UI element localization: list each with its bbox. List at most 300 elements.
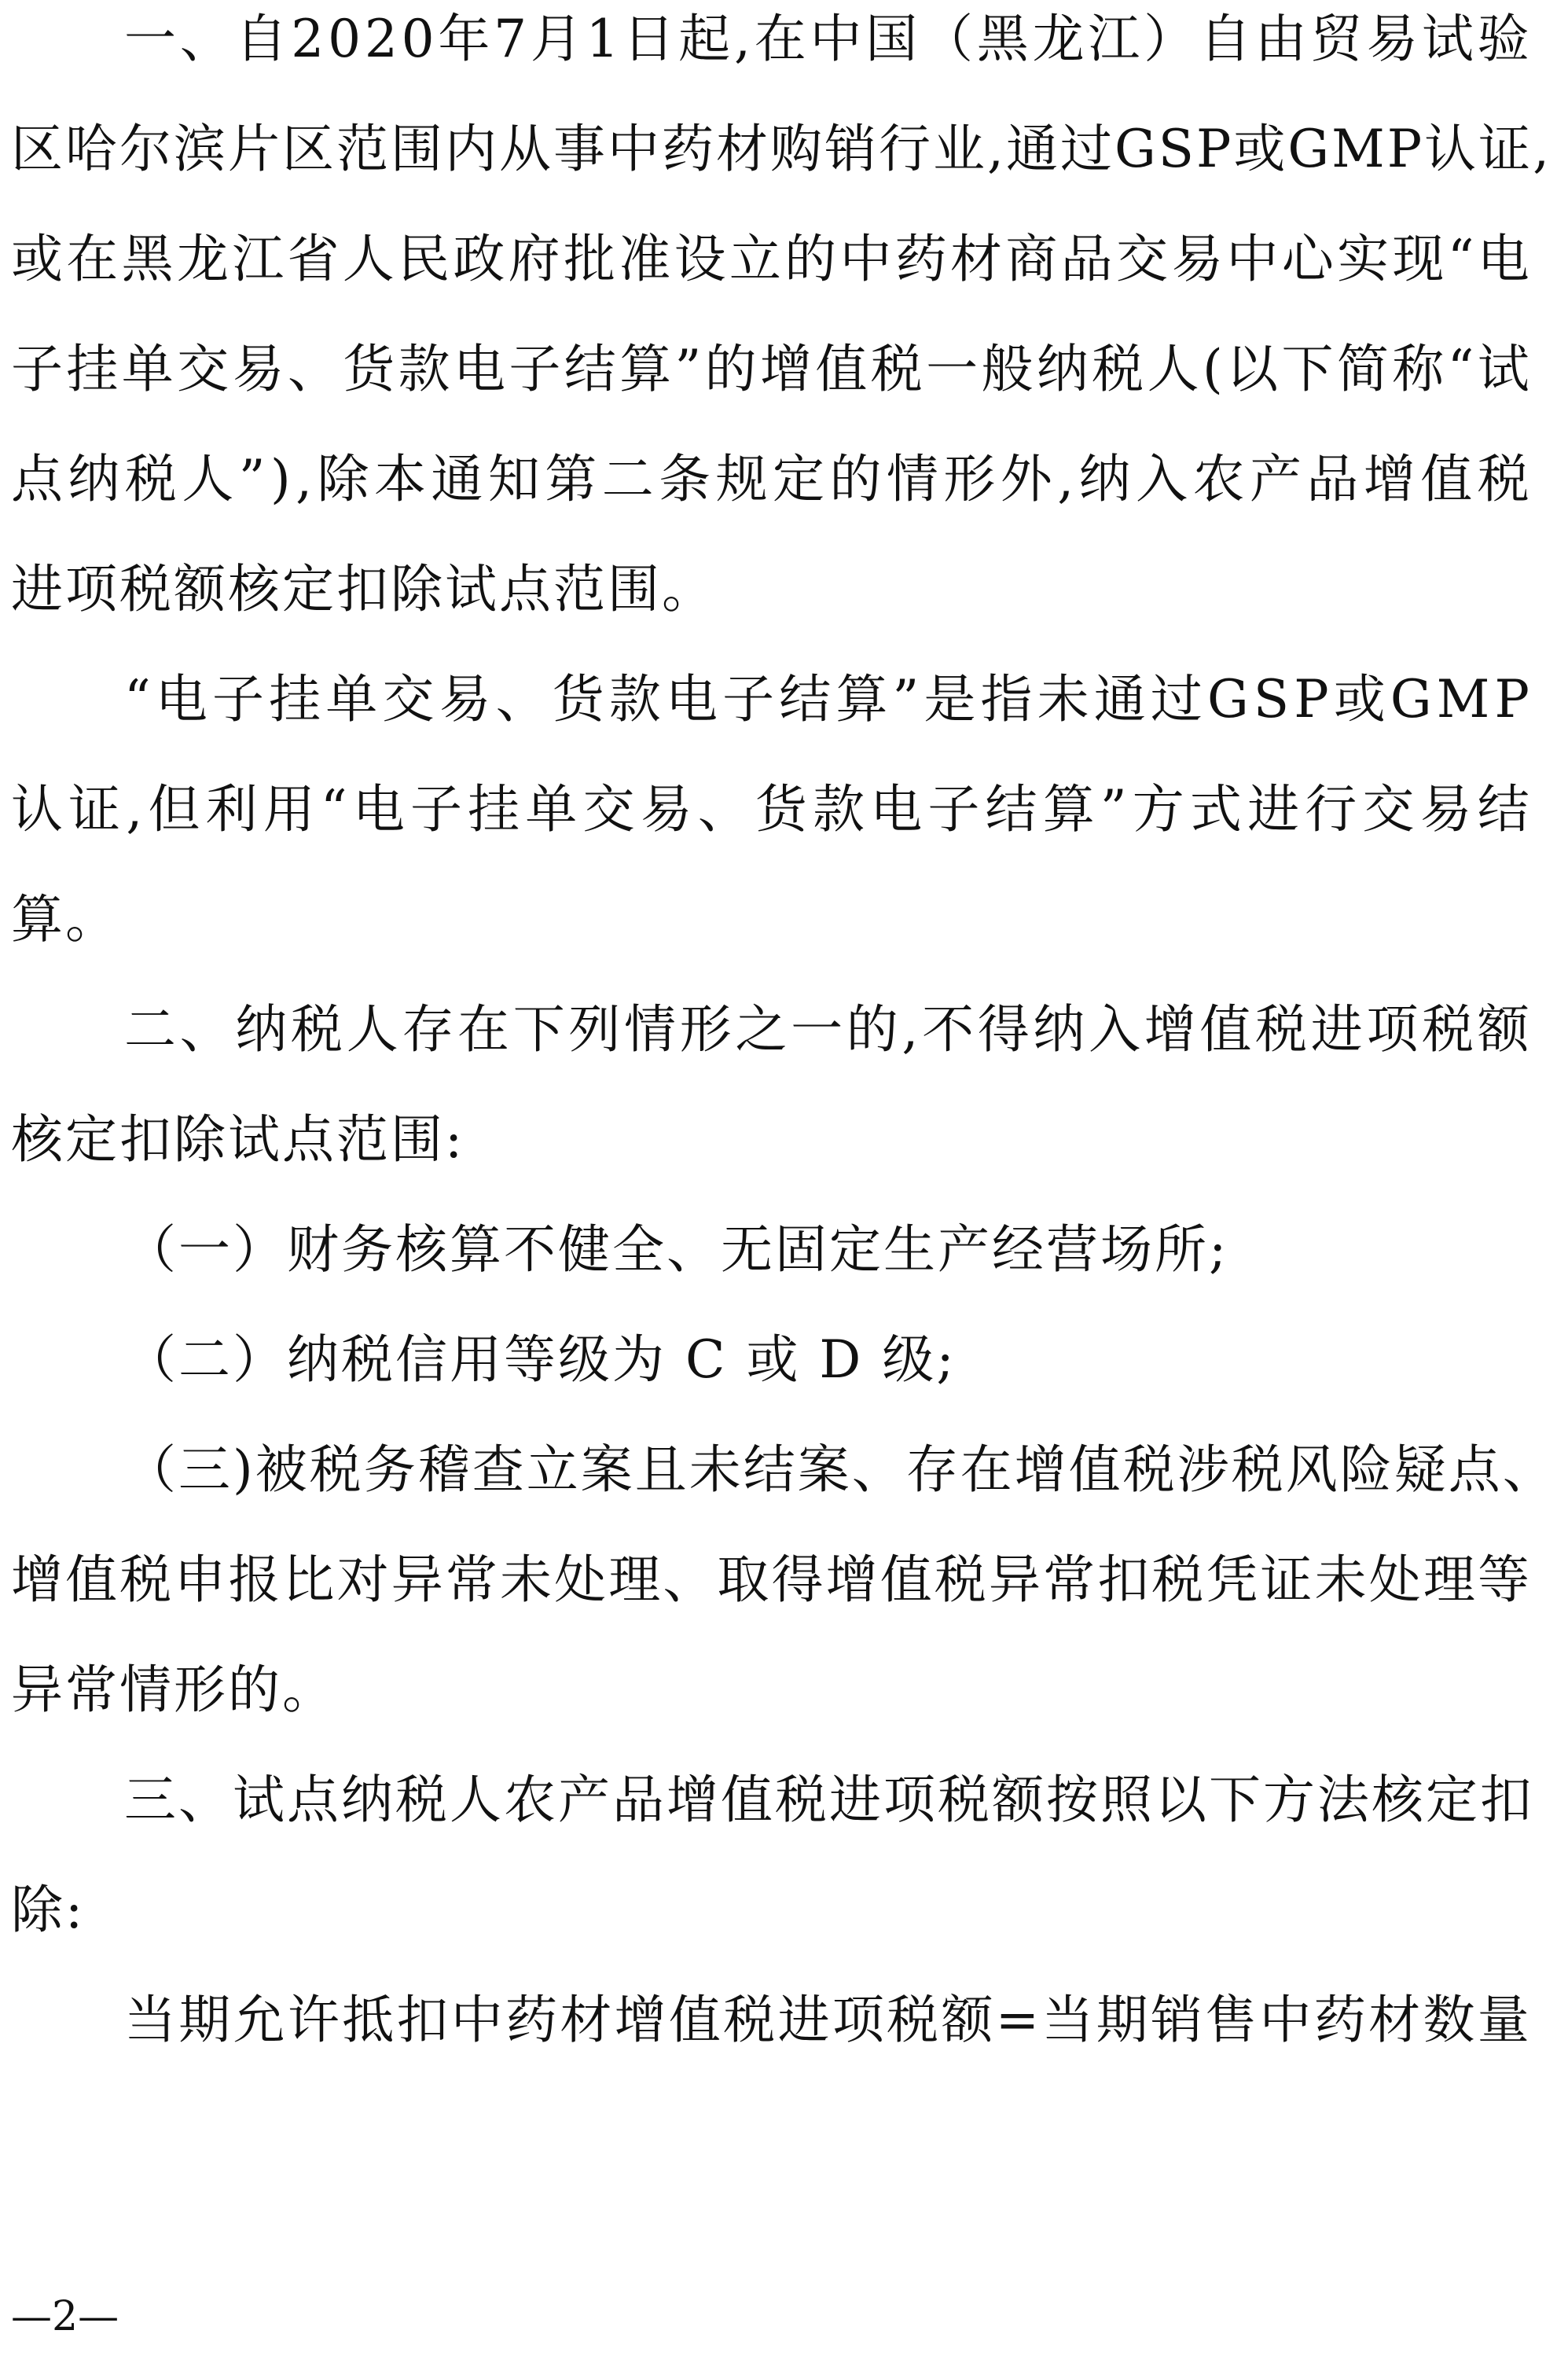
text-glyph: 疑 xyxy=(1394,1439,1449,1500)
text-glyph: 纳 xyxy=(1036,339,1091,399)
text-glyph: , xyxy=(902,999,921,1060)
text-glyph: 算 xyxy=(1042,779,1097,840)
text-glyph: 值 xyxy=(1420,449,1475,509)
text-glyph: 材 xyxy=(716,119,770,179)
text-glyph: “ xyxy=(1447,229,1477,289)
text-glyph: G xyxy=(1287,119,1332,179)
text-glyph: 、 xyxy=(178,1770,233,1830)
text-glyph: 数 xyxy=(1423,1990,1478,2050)
text-glyph: 的 xyxy=(784,229,839,289)
text-glyph: = xyxy=(995,1990,1042,2050)
text-glyph: 一 xyxy=(124,9,178,69)
text-glyph: ） xyxy=(1144,9,1199,69)
text-glyph: 交 xyxy=(582,779,637,840)
section-2-line-1 xyxy=(124,992,1532,1068)
text-glyph: 之 xyxy=(735,999,790,1060)
text-glyph: 税 xyxy=(309,1439,364,1500)
text-glyph: 7 xyxy=(494,9,530,69)
text-glyph: 额 xyxy=(941,1990,996,2050)
text-glyph: 0 xyxy=(401,9,437,69)
text-glyph: 允 xyxy=(233,1990,288,2050)
text-glyph: 子 xyxy=(409,779,465,840)
text-glyph: 常 xyxy=(445,1549,500,1610)
text-glyph: 产 xyxy=(1249,449,1304,509)
text-glyph: 农 xyxy=(504,1770,558,1830)
text-glyph: 扣 xyxy=(396,1990,451,2050)
text-glyph: 值 xyxy=(65,1549,120,1610)
text-glyph: ” xyxy=(1100,779,1129,840)
text-glyph: 商 xyxy=(1005,229,1060,289)
item-3-line-3: 异常情形的。 xyxy=(11,1659,336,1720)
text-glyph: 过 xyxy=(1059,119,1114,179)
text-glyph: 理 xyxy=(1423,1549,1478,1610)
text-glyph: 电 xyxy=(666,669,720,730)
text-glyph: 过 xyxy=(1150,669,1205,730)
text-glyph: 纳 xyxy=(68,449,123,509)
text-glyph: 值 xyxy=(1199,999,1254,1060)
text-glyph: 下 xyxy=(1281,339,1336,399)
text-glyph: 得 xyxy=(977,999,1032,1060)
text-glyph: 税 xyxy=(887,1990,942,2050)
text-glyph: P xyxy=(1294,669,1331,730)
text-glyph: 理 xyxy=(608,1549,663,1610)
text-glyph: 未 xyxy=(1314,1549,1369,1610)
text-glyph: 、 xyxy=(663,1549,718,1610)
section-3-line-2: 除: xyxy=(11,1880,86,1940)
text-glyph: 购 xyxy=(770,119,824,179)
text-glyph: 认 xyxy=(1424,119,1479,179)
text-glyph: 由 xyxy=(1254,9,1309,69)
text-glyph: 用 xyxy=(263,779,318,840)
text-glyph: 在 xyxy=(457,999,512,1060)
text-glyph: 未 xyxy=(499,1549,554,1610)
text-glyph: S xyxy=(1158,119,1196,179)
text-glyph: 货 xyxy=(552,669,607,730)
text-glyph: 点 xyxy=(1448,1439,1503,1500)
text-glyph: 人 xyxy=(346,999,401,1060)
text-glyph: 情 xyxy=(886,449,941,509)
text-glyph: 子 xyxy=(509,339,564,399)
text-glyph: 单 xyxy=(121,339,176,399)
text-glyph: 额 xyxy=(992,1770,1046,1830)
paragraph-1-line-5 xyxy=(11,442,1532,517)
text-glyph: 许 xyxy=(287,1990,342,2050)
paragraph-1-line-4 xyxy=(11,332,1532,407)
text-glyph: 试 xyxy=(1477,339,1532,399)
text-glyph: 、 xyxy=(851,1439,906,1500)
text-glyph: 货 xyxy=(755,779,810,840)
text-glyph: M xyxy=(1436,669,1493,730)
text-glyph: 人 xyxy=(450,1770,504,1830)
text-glyph: 电 xyxy=(454,339,508,399)
text-glyph: 纳 xyxy=(235,999,290,1060)
text-glyph: 税 xyxy=(124,449,179,509)
text-glyph: 交 xyxy=(382,669,437,730)
text-glyph: , xyxy=(987,119,1006,179)
text-glyph: 值 xyxy=(668,1990,723,2050)
text-glyph: 在 xyxy=(960,1439,1015,1500)
text-glyph: 税 xyxy=(934,1549,989,1610)
text-glyph: 的 xyxy=(829,449,884,509)
text-glyph: 易 xyxy=(439,669,494,730)
text-glyph: 增 xyxy=(1144,999,1199,1060)
text-glyph: 二 xyxy=(124,999,178,1060)
text-glyph: 三 xyxy=(124,1770,178,1830)
text-glyph: 子 xyxy=(722,669,777,730)
text-glyph: 税 xyxy=(723,1990,778,2050)
text-glyph: 区 xyxy=(282,119,336,179)
paragraph-2-line-3: 算。 xyxy=(11,889,119,950)
text-glyph: ” xyxy=(892,669,922,730)
text-glyph: 纳 xyxy=(341,1770,395,1830)
text-glyph: 进 xyxy=(1247,779,1302,840)
text-glyph: 算 xyxy=(835,669,890,730)
text-glyph: 增 xyxy=(666,1770,721,1830)
text-glyph: 称 xyxy=(1392,339,1447,399)
text-glyph: 量 xyxy=(1477,1990,1532,2050)
text-glyph: （ xyxy=(921,9,975,69)
text-glyph: 证 xyxy=(1260,1549,1315,1610)
paragraph-1-line-1 xyxy=(124,2,1532,77)
text-glyph: 子 xyxy=(927,779,982,840)
text-glyph: ) xyxy=(270,449,293,509)
text-glyph: 增 xyxy=(11,1549,65,1610)
text-glyph: 结 xyxy=(564,339,619,399)
text-glyph: 事 xyxy=(553,119,608,179)
text-glyph: , xyxy=(126,779,145,840)
text-glyph: 证 xyxy=(68,779,123,840)
text-glyph: 、 xyxy=(179,999,234,1060)
text-glyph: 条 xyxy=(659,449,714,509)
text-glyph: 项 xyxy=(1366,999,1421,1060)
text-glyph: 电 xyxy=(352,779,407,840)
text-glyph: 黑 xyxy=(976,9,1031,69)
text-glyph: 2 xyxy=(364,9,400,69)
text-glyph: 电 xyxy=(1477,229,1532,289)
text-glyph: 一 xyxy=(791,999,846,1060)
text-glyph: 省 xyxy=(287,229,342,289)
text-glyph: 结 xyxy=(743,1439,798,1500)
text-glyph: 批 xyxy=(563,229,618,289)
text-glyph: 是 xyxy=(924,669,979,730)
text-glyph: 药 xyxy=(894,229,949,289)
text-glyph: 准 xyxy=(619,229,674,289)
text-glyph: 单 xyxy=(525,779,580,840)
text-glyph: 人 xyxy=(182,449,237,509)
text-glyph: 哈 xyxy=(65,119,119,179)
paragraph-1-line-2 xyxy=(11,112,1552,187)
text-glyph: 异 xyxy=(391,1549,446,1610)
text-glyph: 府 xyxy=(508,229,563,289)
text-glyph: 龙 xyxy=(1032,9,1087,69)
text-glyph: 在 xyxy=(66,229,121,289)
text-glyph: 点 xyxy=(11,449,65,509)
text-glyph: G xyxy=(1390,669,1434,730)
text-glyph: 、 xyxy=(287,339,342,399)
text-glyph: 认 xyxy=(11,779,65,840)
text-glyph: 通 xyxy=(1093,669,1148,730)
text-glyph: ( xyxy=(1203,339,1225,399)
text-glyph: 年 xyxy=(438,9,493,69)
text-glyph: 下 xyxy=(512,999,567,1060)
text-glyph: 增 xyxy=(1363,449,1418,509)
text-glyph: 方 xyxy=(1263,1770,1317,1830)
text-glyph: 材 xyxy=(950,229,1005,289)
text-glyph: 款 xyxy=(813,779,868,840)
text-glyph: 中 xyxy=(1259,1990,1314,2050)
text-glyph: 交 xyxy=(177,339,232,399)
text-glyph: 或 xyxy=(1333,669,1388,730)
text-glyph: 不 xyxy=(922,999,977,1060)
text-glyph: 取 xyxy=(717,1549,772,1610)
text-glyph: 未 xyxy=(689,1439,744,1500)
text-glyph: 简 xyxy=(1336,339,1391,399)
text-glyph: 售 xyxy=(1205,1990,1260,2050)
text-glyph: 日 xyxy=(622,9,678,69)
text-glyph: M xyxy=(1331,119,1387,179)
text-glyph: 品 xyxy=(1060,229,1115,289)
text-glyph: 或 xyxy=(1233,119,1288,179)
text-glyph: 税 xyxy=(1092,339,1147,399)
text-glyph: 实 xyxy=(1337,229,1392,289)
text-glyph: 现 xyxy=(1392,229,1447,289)
text-glyph: 增 xyxy=(825,1549,880,1610)
text-glyph: 税 xyxy=(1477,449,1532,509)
text-glyph: 、 xyxy=(495,669,550,730)
text-glyph: 滨 xyxy=(174,119,228,179)
text-glyph: 除 xyxy=(317,449,372,509)
text-glyph: （ xyxy=(124,1439,178,1500)
text-glyph: 情 xyxy=(624,999,679,1060)
text-glyph: 务 xyxy=(363,1439,418,1500)
section-3-line-1 xyxy=(124,1762,1532,1838)
item-1-line: （一）财务核算不健全、无固定生产经营场所; xyxy=(124,1219,1229,1280)
text-glyph: 知 xyxy=(487,449,542,509)
text-glyph: 政 xyxy=(453,229,508,289)
text-glyph: 结 xyxy=(985,779,1040,840)
text-glyph: 中 xyxy=(450,1990,505,2050)
text-glyph: 尔 xyxy=(119,119,174,179)
item-2-line: （二）纳税信用等级为 C 或 D 级; xyxy=(124,1329,957,1390)
text-glyph: 式 xyxy=(1189,779,1244,840)
text-glyph: 抵 xyxy=(342,1990,397,2050)
text-glyph: 药 xyxy=(505,1990,560,2050)
text-glyph: 扣 xyxy=(1097,1549,1152,1610)
text-glyph: 人 xyxy=(342,229,397,289)
text-glyph: 自 xyxy=(1199,9,1254,69)
item-3-line-1 xyxy=(124,1432,1557,1508)
text-glyph: 药 xyxy=(1313,1990,1368,2050)
text-glyph: 行 xyxy=(879,119,933,179)
text-glyph: 本 xyxy=(373,449,428,509)
text-glyph: 且 xyxy=(634,1439,689,1500)
text-glyph: 比 xyxy=(282,1549,337,1610)
text-glyph: 、 xyxy=(697,779,752,840)
text-glyph: 内 xyxy=(445,119,499,179)
text-glyph: 一 xyxy=(926,339,981,399)
text-glyph: 税 xyxy=(291,999,346,1060)
text-glyph: 税 xyxy=(1422,999,1477,1060)
text-glyph: 品 xyxy=(1306,449,1361,509)
text-glyph: 税 xyxy=(1122,1439,1177,1500)
text-glyph: P xyxy=(1195,119,1234,179)
text-glyph: 税 xyxy=(870,339,925,399)
text-glyph: ) xyxy=(233,1439,255,1500)
text-glyph: 算 xyxy=(619,339,674,399)
text-glyph: 查 xyxy=(472,1439,527,1500)
text-glyph: 进 xyxy=(829,1770,883,1830)
text-glyph: 涉 xyxy=(1177,1439,1232,1500)
text-glyph: 结 xyxy=(1477,779,1532,840)
text-glyph: 下 xyxy=(1209,1770,1263,1830)
text-glyph: 通 xyxy=(1005,119,1060,179)
text-glyph: 申 xyxy=(174,1549,229,1610)
text-glyph: 易 xyxy=(1419,779,1474,840)
text-glyph: 风 xyxy=(1285,1439,1340,1500)
text-glyph: 期 xyxy=(1096,1990,1151,2050)
text-glyph: 法 xyxy=(1317,1770,1372,1830)
text-glyph: 按 xyxy=(1046,1770,1100,1830)
text-glyph: 项 xyxy=(883,1770,938,1830)
text-glyph: 电 xyxy=(870,779,925,840)
text-glyph: 税 xyxy=(938,1770,992,1830)
page-number: —2— xyxy=(11,2293,119,2340)
section-2-line-2: 核定扣除试点范围: xyxy=(11,1109,465,1170)
text-glyph: 、 xyxy=(179,9,234,69)
text-glyph: 从 xyxy=(499,119,553,179)
text-glyph: 形 xyxy=(943,449,998,509)
text-glyph: 挂 xyxy=(468,779,523,840)
text-glyph: 起 xyxy=(678,9,733,69)
text-glyph: 规 xyxy=(715,449,770,509)
text-glyph: 挂 xyxy=(66,339,121,399)
text-glyph: 国 xyxy=(865,9,920,69)
text-glyph: 额 xyxy=(1477,999,1532,1060)
text-glyph: 围 xyxy=(391,119,445,179)
text-glyph: 试 xyxy=(1421,9,1476,69)
text-glyph: , xyxy=(1533,119,1552,179)
text-glyph: 药 xyxy=(662,119,716,179)
text-glyph: “ xyxy=(320,779,350,840)
text-glyph: 增 xyxy=(760,339,814,399)
text-glyph: 中 xyxy=(1226,229,1281,289)
text-glyph: 定 xyxy=(1426,1770,1480,1830)
text-glyph: 案 xyxy=(797,1439,852,1500)
text-glyph: 第 xyxy=(545,449,600,509)
text-glyph: 款 xyxy=(398,339,453,399)
text-glyph: G xyxy=(1207,669,1251,730)
text-glyph: 交 xyxy=(1362,779,1417,840)
text-glyph: 纳 xyxy=(1033,999,1088,1060)
text-glyph: , xyxy=(296,449,315,509)
text-glyph: 中 xyxy=(839,229,894,289)
text-glyph: 农 xyxy=(1192,449,1247,509)
text-glyph: 三 xyxy=(178,1439,233,1500)
item-3-line-2 xyxy=(11,1542,1532,1618)
text-glyph: 民 xyxy=(398,229,453,289)
text-glyph: 通 xyxy=(431,449,486,509)
text-glyph: 稽 xyxy=(417,1439,472,1500)
text-glyph: “ xyxy=(124,669,153,730)
text-glyph: 易 xyxy=(640,779,695,840)
paragraph-2-line-2 xyxy=(11,772,1532,847)
text-glyph: 进 xyxy=(777,1990,832,2050)
text-glyph: 或 xyxy=(11,229,65,289)
text-glyph: 江 xyxy=(232,229,287,289)
text-glyph: 以 xyxy=(1155,1770,1209,1830)
formula-line xyxy=(124,1983,1532,2058)
text-glyph: 易 xyxy=(1171,229,1226,289)
text-glyph: 列 xyxy=(568,999,623,1060)
text-glyph: 易 xyxy=(1366,9,1421,69)
text-glyph: P xyxy=(1386,119,1425,179)
text-glyph: 子 xyxy=(11,339,65,399)
paragraph-2-line-1 xyxy=(124,662,1532,737)
text-glyph: 点 xyxy=(287,1770,341,1830)
text-glyph: 项 xyxy=(832,1990,887,2050)
text-glyph: 指 xyxy=(980,669,1035,730)
text-glyph: 试 xyxy=(233,1770,287,1830)
text-glyph: 材 xyxy=(560,1990,615,2050)
text-glyph: P xyxy=(1494,669,1532,730)
text-glyph: G xyxy=(1114,119,1159,179)
text-glyph: 人 xyxy=(1147,339,1202,399)
text-glyph: 值 xyxy=(815,339,870,399)
text-glyph: 税 xyxy=(1255,999,1310,1060)
text-glyph: 证 xyxy=(1478,119,1533,179)
paragraph-1-line-3 xyxy=(11,222,1532,297)
text-glyph: 税 xyxy=(395,1770,450,1830)
text-glyph: 区 xyxy=(11,119,65,179)
text-glyph: 以 xyxy=(1226,339,1281,399)
text-glyph: 处 xyxy=(1368,1549,1423,1610)
text-glyph: 的 xyxy=(704,339,759,399)
text-glyph: 黑 xyxy=(121,229,176,289)
text-glyph: 案 xyxy=(580,1439,635,1500)
text-glyph: 子 xyxy=(212,669,266,730)
text-glyph: 期 xyxy=(178,1990,233,2050)
text-glyph: 税 xyxy=(775,1770,829,1830)
text-glyph: 2 xyxy=(291,9,327,69)
text-glyph: 易 xyxy=(232,339,287,399)
text-glyph: 入 xyxy=(1089,999,1144,1060)
text-glyph: ” xyxy=(238,449,268,509)
text-glyph: 值 xyxy=(879,1549,935,1610)
text-glyph: 月 xyxy=(530,9,585,69)
text-glyph: 得 xyxy=(771,1549,826,1610)
text-glyph: 设 xyxy=(674,229,729,289)
text-glyph: 销 xyxy=(1150,1990,1205,2050)
text-glyph: 业 xyxy=(933,119,987,179)
text-glyph: 立 xyxy=(729,229,784,289)
text-glyph: 增 xyxy=(614,1990,669,2050)
text-glyph: 险 xyxy=(1339,1439,1394,1500)
text-glyph: 进 xyxy=(1310,999,1365,1060)
text-glyph: 增 xyxy=(1014,1439,1069,1500)
text-glyph: 常 xyxy=(1043,1549,1098,1610)
text-glyph: 处 xyxy=(554,1549,609,1610)
text-glyph: 外 xyxy=(1000,449,1055,509)
text-glyph: 二 xyxy=(601,449,656,509)
text-glyph: 挂 xyxy=(269,669,324,730)
text-glyph: “ xyxy=(1447,339,1477,399)
text-glyph: 电 xyxy=(155,669,210,730)
text-glyph: , xyxy=(733,9,753,69)
text-glyph: 款 xyxy=(608,669,663,730)
text-glyph: 存 xyxy=(402,999,457,1060)
text-glyph: 扣 xyxy=(1480,1770,1534,1830)
text-glyph: 心 xyxy=(1281,229,1336,289)
